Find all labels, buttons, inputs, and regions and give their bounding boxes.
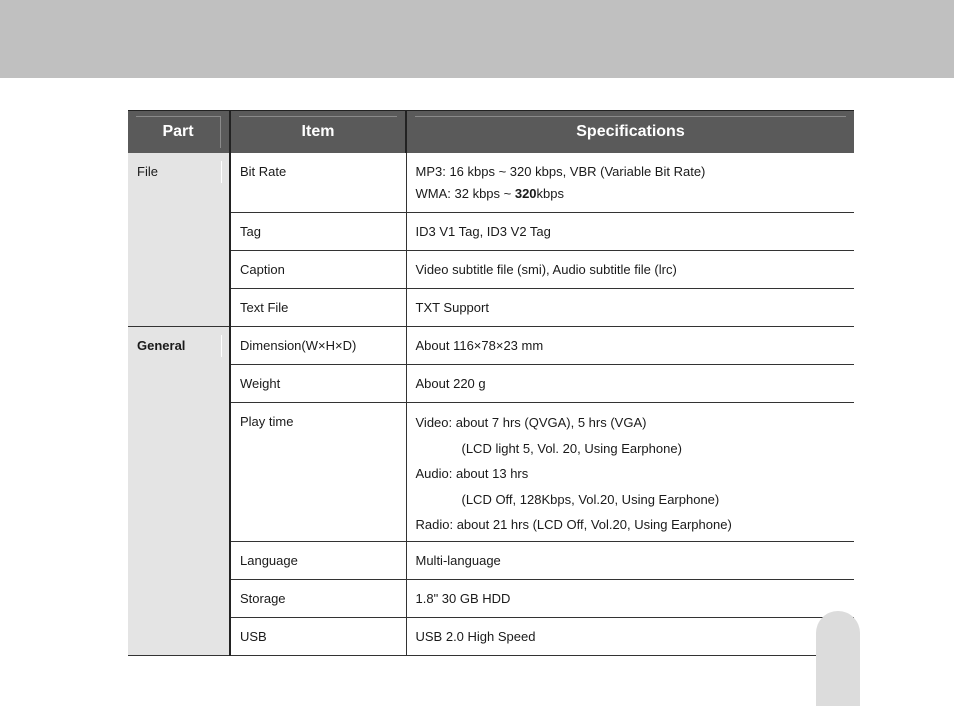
spec-text-file: TXT Support <box>406 289 854 327</box>
item-dimension: Dimension(W×H×D) <box>230 327 406 365</box>
header-part: Part <box>128 111 230 154</box>
item-text-file: Text File <box>230 289 406 327</box>
spec-dimension: About 116×78×23 mm <box>406 327 854 365</box>
table-row <box>128 153 854 213</box>
part-file: File <box>128 153 230 327</box>
spec-weight: About 220 g <box>406 365 854 403</box>
spec-usb: USB 2.0 High Speed <box>406 617 854 655</box>
item-language: Language <box>230 541 406 579</box>
table-row <box>128 617 854 655</box>
header-item: Item <box>230 111 406 154</box>
item-usb: USB <box>230 617 406 655</box>
item-storage: Storage <box>230 579 406 617</box>
table-row <box>128 403 854 542</box>
page-tab <box>816 611 860 706</box>
item-caption: Caption <box>230 251 406 289</box>
table-row <box>128 365 854 403</box>
table-header-row <box>128 111 854 154</box>
item-weight: Weight <box>230 365 406 403</box>
table-row <box>128 289 854 327</box>
spec-storage: 1.8" 30 GB HDD <box>406 579 854 617</box>
specifications-table <box>128 110 854 656</box>
spec-bit-rate: MP3: 16 kbps ~ 320 kbps, VBR (Variable Bit Rate) WMA: 32 kbps ~ 320kbps <box>406 153 854 213</box>
header-specifications: Specifications <box>406 111 854 154</box>
item-play-time: Play time <box>230 403 406 542</box>
header-band <box>0 0 954 78</box>
item-tag: Tag <box>230 213 406 251</box>
item-bit-rate: Bit Rate <box>230 153 406 213</box>
table-row <box>128 213 854 251</box>
spec-language: Multi-language <box>406 541 854 579</box>
table-row <box>128 251 854 289</box>
table-row <box>128 541 854 579</box>
table-row <box>128 579 854 617</box>
table-row <box>128 327 854 365</box>
spec-tag: ID3 V1 Tag, ID3 V2 Tag <box>406 213 854 251</box>
spec-play-time: Video: about 7 hrs (QVGA), 5 hrs (VGA) (LCD light 5, Vol. 20, Using Earphone) Audio: about 13 hrs (LCD Off, 128Kbps, Vol.20, Using Earphone) Radio: about 21 hrs (LCD Off, Vol.20, Using Earphone) <box>406 403 854 542</box>
part-general: General <box>128 327 230 656</box>
spec-caption: Video subtitle file (smi), Audio subtitle file (lrc) <box>406 251 854 289</box>
